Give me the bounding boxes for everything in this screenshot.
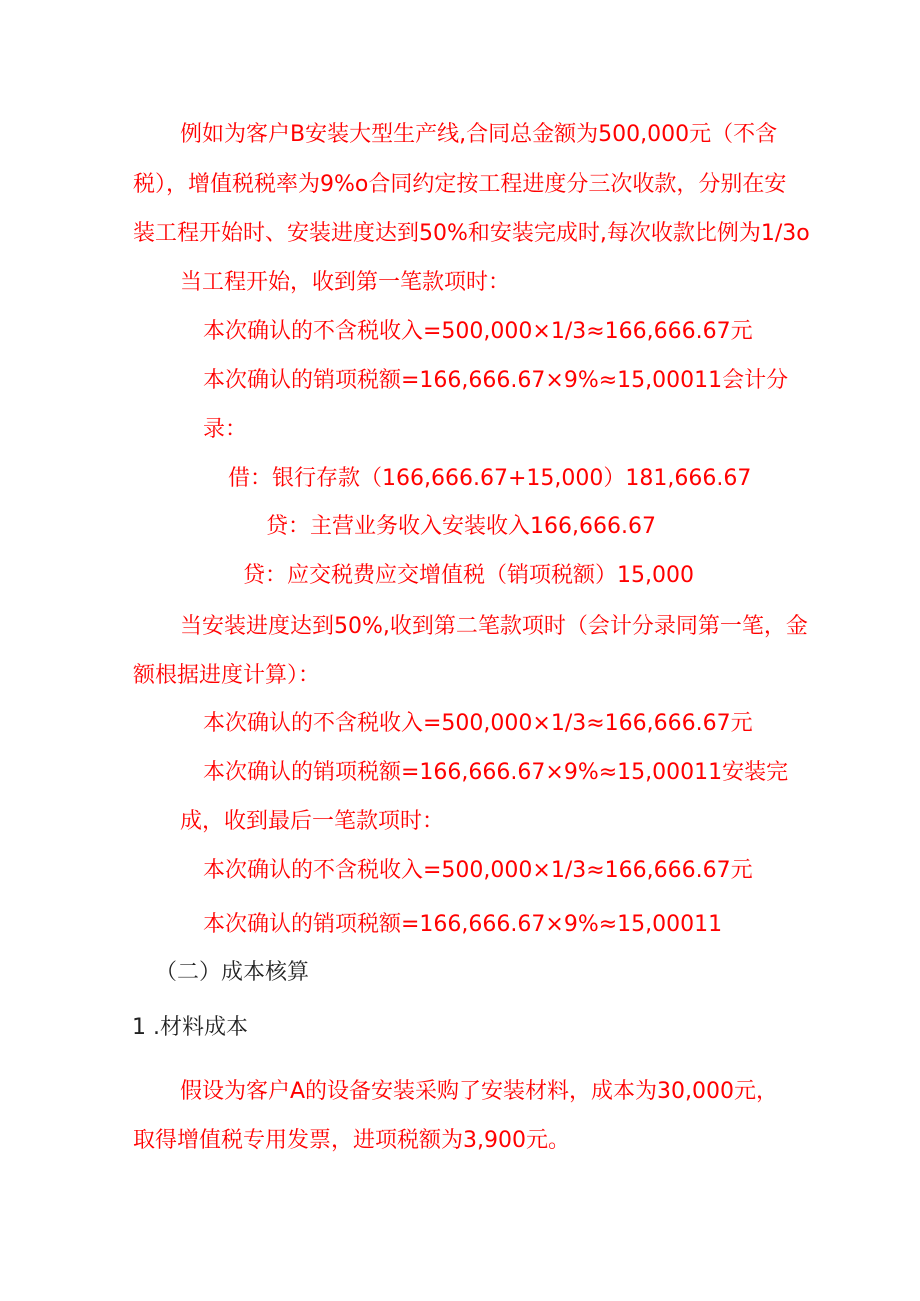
- stage2-revenue-formula: 本次确认的不含税收入=500,000×1/3≈166,666.67元: [203, 711, 753, 736]
- stage3-intro: 成，收到最后一笔款项时：: [180, 809, 445, 834]
- stage3-tax-formula: 本次确认的销项税额=166,666.67×9%≈15,00011: [203, 912, 723, 937]
- journal-entry-credit-revenue: 贷：主营业务收入安装收入166,666.67: [266, 514, 656, 539]
- stage3-revenue-formula: 本次确认的不含税收入=500,000×1/3≈166,666.67元: [203, 858, 753, 883]
- example-b-paragraph-line-3: 装工程开始时、安装进度达到50%和安装完成时,每次收款比例为1/3o: [133, 221, 810, 246]
- journal-entry-debit: 借：银行存款（166,666.67+15,000）181,666.67: [228, 466, 752, 491]
- stage2-tax-formula-line-1: 本次确认的销项税额=166,666.67×9%≈15,00011安装完: [203, 760, 789, 785]
- stage2-intro-line-2: 额根据进度计算）：: [133, 663, 321, 688]
- section-heading-cost-accounting: （二）成本核算: [155, 960, 310, 985]
- stage1-tax-formula-line-1: 本次确认的销项税额=166,666.67×9%≈15,00011会计分: [203, 368, 789, 393]
- stage2-intro-line-1: 当安装进度达到50%,收到第二笔款项时（会计分录同第一笔，金: [180, 614, 808, 639]
- stage1-intro: 当工程开始，收到第一笔款项时：: [180, 270, 511, 295]
- subheading-material-cost: 1 .材料成本: [132, 1015, 248, 1040]
- example-a-paragraph-line-2: 取得增值税专用发票，进项税额为3,900元。: [133, 1128, 570, 1153]
- example-b-paragraph-line-2: 税），增值税税率为9%o合同约定按工程进度分三次收款，分别在安: [133, 172, 787, 197]
- stage1-revenue-formula: 本次确认的不含税收入=500,000×1/3≈166,666.67元: [203, 319, 753, 344]
- example-b-paragraph-line-1: 例如为客户B安装大型生产线,合同总金额为500,000元（不含: [180, 122, 778, 147]
- stage1-tax-formula-line-2: 录：: [203, 417, 248, 442]
- example-a-paragraph-line-1: 假设为客户A的设备安装采购了安装材料，成本为30,000元，: [180, 1079, 779, 1104]
- journal-entry-credit-tax: 贷：应交税费应交增值税（销项税额）15,000: [243, 563, 694, 588]
